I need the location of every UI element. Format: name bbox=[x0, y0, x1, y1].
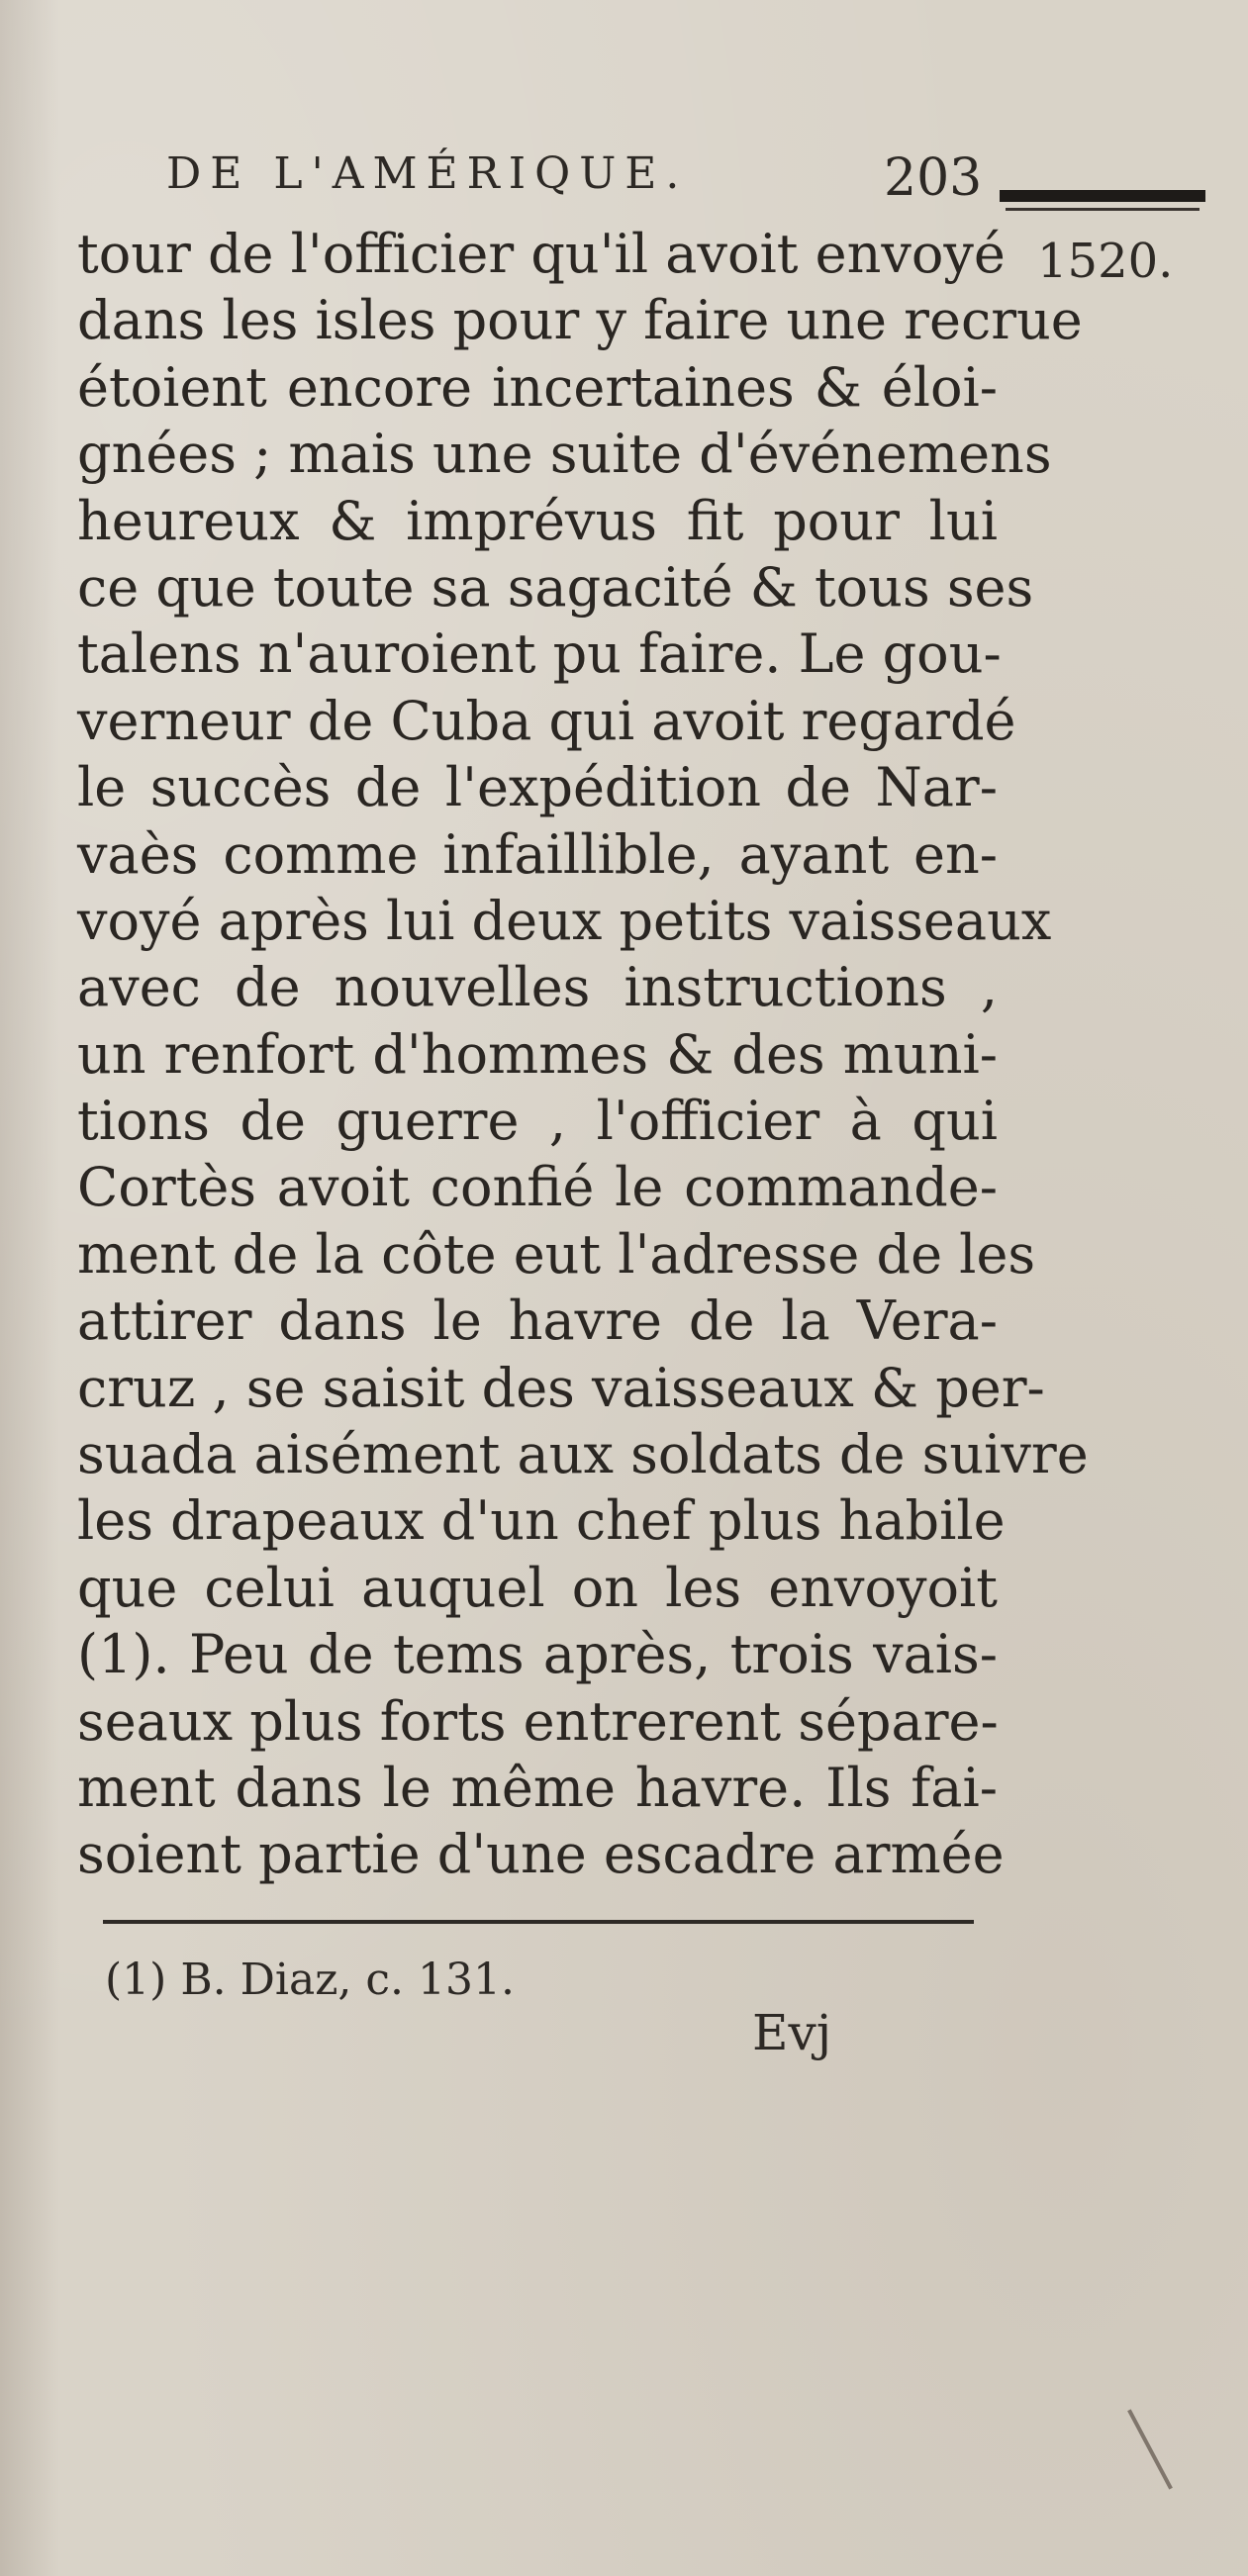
text-line: Cortès avoit confié le commande- bbox=[77, 1156, 998, 1219]
text-line: ment dans le même havre. Ils fai- bbox=[77, 1756, 998, 1819]
text-line: verneur de Cuba qui avoit regardé bbox=[77, 689, 1016, 752]
stray-pen-mark bbox=[1127, 2409, 1173, 2489]
text-line: seaux plus forts entrerent sépare- bbox=[77, 1689, 999, 1753]
signature-mark: Evj bbox=[752, 2004, 832, 2061]
text-line: ment de la côte eut l'adresse de les bbox=[77, 1222, 1036, 1286]
text-line: heureux & imprévus fit pour lui bbox=[77, 489, 998, 552]
text-line: suada aisément aux soldats de suivre bbox=[77, 1423, 1089, 1486]
running-head: DE L'AMÉRIQUE. bbox=[166, 148, 689, 199]
text-line: un renfort d'hommes & des muni- bbox=[77, 1022, 998, 1086]
text-line: gnées ; mais une suite d'événemens bbox=[77, 423, 1052, 486]
footnote-rule bbox=[103, 1920, 974, 1924]
text-line: tions de guerre , l'officier à qui bbox=[77, 1090, 998, 1153]
footnote: (1) B. Diaz, c. 131. bbox=[105, 1955, 515, 2005]
text-line: attirer dans le havre de la Vera- bbox=[77, 1289, 998, 1353]
header-rule bbox=[1000, 190, 1205, 202]
page-number: 203 bbox=[884, 148, 983, 208]
margin-year: 1520. bbox=[1037, 234, 1174, 289]
text-line: dans les isles pour y faire une recrue bbox=[77, 289, 1083, 352]
text-line: avec de nouvelles instructions , bbox=[77, 956, 998, 1019]
text-line: (1). Peu de tems après, trois vais- bbox=[77, 1623, 998, 1686]
text-line: les drapeaux d'un chef plus habile bbox=[77, 1489, 1006, 1553]
text-line: talens n'auroient pu faire. Le gou- bbox=[77, 622, 1002, 686]
text-line: vaès comme infaillible, ayant en- bbox=[77, 822, 998, 886]
text-line: le succès de l'expédition de Nar- bbox=[77, 756, 998, 819]
text-line: tour de l'officier qu'il avoit envoyé bbox=[77, 223, 1006, 285]
text-line: soient partie d'une escadre armée bbox=[77, 1823, 1005, 1886]
text-line: étoient encore incertaines & éloi- bbox=[77, 355, 998, 419]
header-rule-thin bbox=[1006, 208, 1200, 211]
body-text bbox=[77, 221, 1089, 1888]
text-line: ce que toute sa sagacité & tous ses bbox=[77, 555, 1034, 619]
text-line: cruz , se saisit des vaisseaux & per- bbox=[77, 1356, 1045, 1419]
text-line: voyé après lui deux petits vaisseaux bbox=[77, 889, 1052, 952]
text-line: que celui auquel on les envoyoit bbox=[77, 1556, 998, 1619]
